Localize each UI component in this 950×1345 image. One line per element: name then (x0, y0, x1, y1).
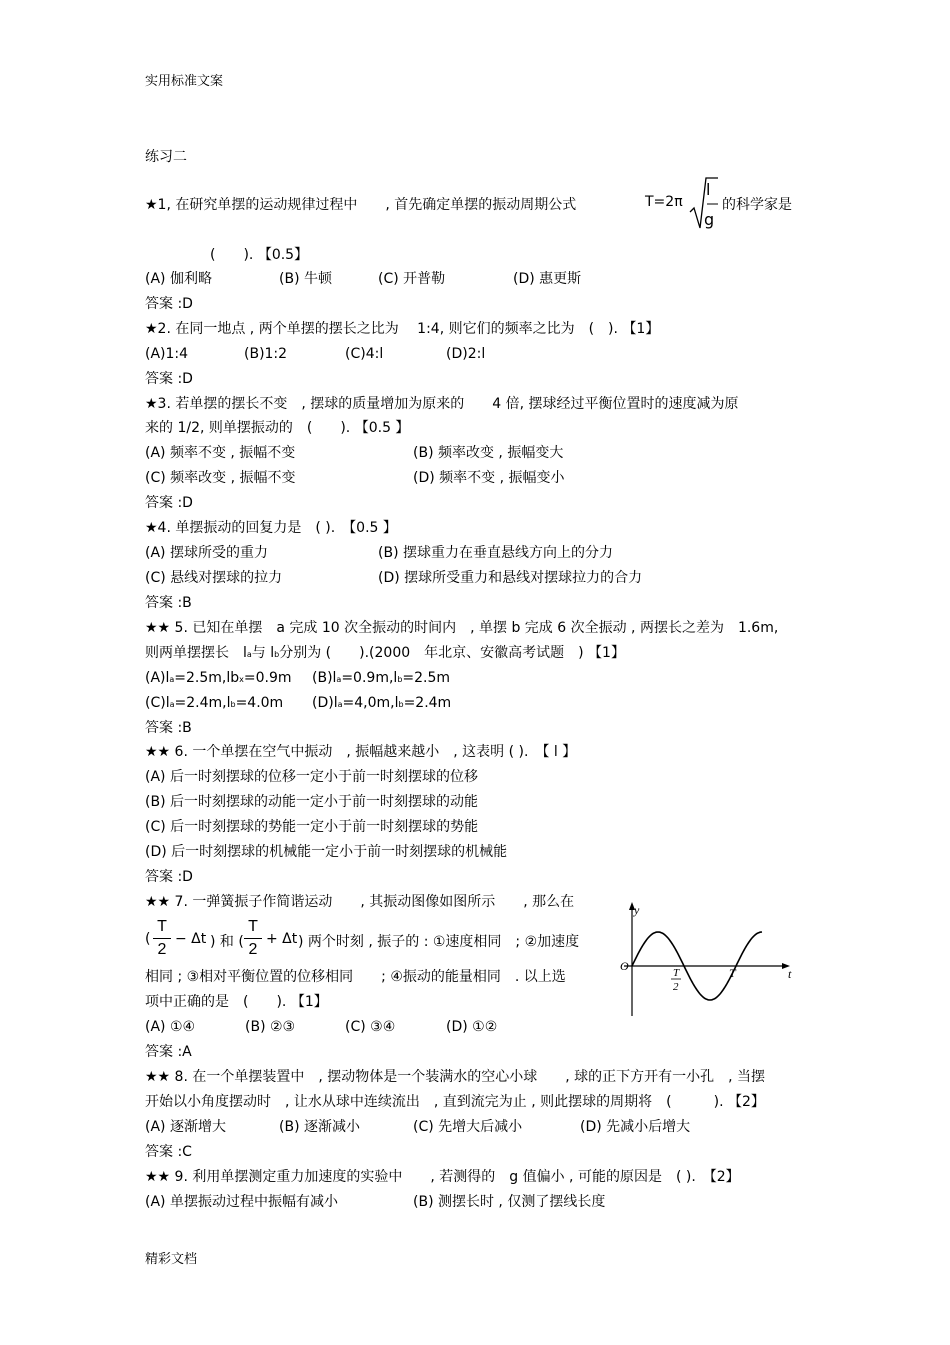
q5-stem-line1: ★★ 5. 已知在单摆 a 完成 10 次全振动的时间内 , 单摆 b 完成 6 次全振动 , 两摆长之差为 1.6m, (145, 620, 779, 636)
q1-stem: ★1, 在研究单摆的运动规律过程中 , 首先确定单摆的振动周期公式 (145, 197, 577, 213)
q1-stem-tail: 的科学家是 (722, 197, 792, 213)
q3-answer: 答案 :D (145, 495, 193, 511)
q8-option-c: (C) 先增大后减小 (413, 1119, 523, 1135)
q7-stem-line3: 相同 ; ③相对平衡位置的位移相同 ; ④振动的能量相同 . 以上选 (145, 969, 566, 985)
q2-stem: ★2. 在同一地点 , 两个单摆的摆长之比为 1:4, 则它们的频率之比为 ( ). 【1】 (145, 321, 660, 337)
q1-option-d: (D) 惠更斯 (513, 271, 582, 287)
q3-stem-line1: ★3. 若单摆的摆长不变 , 摆球的质量增加为原来的 4 倍, 摆球经过平衡位置时的速度减为原 (145, 396, 739, 412)
q7-option-b: (B) ②③ (245, 1019, 296, 1035)
q1-answer: 答案 :D (145, 296, 193, 312)
t-axis-label: t (788, 967, 792, 981)
q7-fraction-2: T 2 (244, 918, 262, 959)
q8-option-b: (B) 逐渐减小 (279, 1119, 360, 1135)
q7-fraction-1: T 2 (153, 918, 171, 959)
q3-option-a: (A) 频率不变 , 振幅不变 (145, 445, 296, 461)
q7-plus-dt: + Δt (266, 931, 298, 947)
q7-paren-open: ( (145, 931, 151, 947)
q5-option-d: (D)la=4,0m,lb=2.4m (312, 695, 452, 711)
q1-option-a: (A) 伽利略 (145, 271, 212, 287)
vibration-graph (612, 898, 802, 1018)
q7-stem-line2: ) 两个时刻 , 振子的 : ①速度相同 ; ②加速度 (298, 934, 580, 950)
q9-stem: ★★ 9. 利用单摆测定重力加速度的实验中 , 若测得的 g 值偏小 , 可能的原因是 ( ). 【2】 (145, 1169, 740, 1185)
origin-label: O (620, 959, 629, 973)
q5-option-b: (B)la=0.9m,lb=2.5m (312, 670, 451, 686)
q6-stem: ★★ 6. 一个单摆在空气中振动 , 振幅越来越小 , 这表明 ( ). 【 l 】 (145, 744, 577, 760)
q8-option-a: (A) 逐渐增大 (145, 1119, 226, 1135)
q5-stem-line2: 则两单摆摆长 la与 lb分别为 ( ).(2000 年北京、安徽高考试题 ) 【1】 (145, 645, 625, 661)
q1-formula-numerator: l (706, 180, 711, 199)
q3-option-d: (D) 频率不变 , 振幅变小 (413, 470, 565, 486)
q1-formula-denominator: g (704, 210, 715, 229)
q2-option-a: (A)1:4 (145, 346, 189, 362)
q9-option-b: (B) 测摆长时 , 仅测了摆线长度 (413, 1194, 606, 1210)
q4-stem: ★4. 单摆振动的回复力是 ( ). 【0.5 】 (145, 520, 397, 536)
q1-paren: ( ). 【0.5】 (210, 247, 309, 263)
q9-option-a: (A) 单摆振动过程中振幅有减小 (145, 1194, 338, 1210)
q7-option-a: (A) ①④ (145, 1019, 196, 1035)
period-label: T (729, 966, 736, 980)
y-axis-label: y (634, 903, 640, 917)
half-period-numerator: T (673, 967, 680, 979)
page-header: 实用标准文案 (145, 74, 224, 89)
q6-answer: 答案 :D (145, 869, 193, 885)
q7-minus-dt: − Δt (175, 931, 207, 947)
q2-option-c: (C)4:l (345, 346, 384, 362)
q5-option-a: (A)la=2.5m,lbx=0.9m (145, 670, 292, 686)
q1-formula-prefix: T=2π (645, 194, 683, 210)
q6-option-a: (A) 后一时刻摆球的位移一定小于前一时刻摆球的位移 (145, 769, 478, 785)
q7-option-d: (D) ①② (446, 1019, 498, 1035)
section-title: 练习二 (145, 149, 187, 165)
q7-stem-line1: ★★ 7. 一弹簧振子作简谐运动 , 其振动图像如图所示 , 那么在 (145, 894, 575, 910)
q3-option-c: (C) 频率改变 , 振幅不变 (145, 470, 296, 486)
q4-answer: 答案 :B (145, 595, 192, 611)
page-footer: 精彩文档 (145, 1252, 198, 1267)
q4-option-b: (B) 摆球重力在垂直悬线方向上的分力 (378, 545, 613, 561)
q4-option-a: (A) 摆球所受的重力 (145, 545, 268, 561)
q4-option-d: (D) 摆球所受重力和悬线对摆球拉力的合力 (378, 570, 643, 586)
q2-option-d: (D)2:l (446, 346, 486, 362)
q5-answer: 答案 :B (145, 720, 192, 736)
q1-option-b: (B) 牛顿 (279, 271, 332, 287)
q8-answer: 答案 :C (145, 1144, 192, 1160)
q3-stem-line2: 来的 1/2, 则单摆振动的 ( ). 【0.5 】 (145, 420, 410, 436)
q7-option-c: (C) ③④ (345, 1019, 396, 1035)
q4-option-c: (C) 悬线对摆球的拉力 (145, 570, 283, 586)
q2-option-b: (B)1:2 (244, 346, 288, 362)
q3-option-b: (B) 频率改变 , 振幅变大 (413, 445, 564, 461)
q7-mid-text: ) 和 ( (210, 934, 244, 950)
q6-option-d: (D) 后一时刻摆球的机械能一定小于前一时刻摆球的机械能 (145, 844, 508, 860)
q8-stem-line1: ★★ 8. 在一个单摆装置中 , 摆动物体是一个装满水的空心小球 , 球的正下方开有一小孔 , 当摆 (145, 1069, 766, 1085)
q6-option-b: (B) 后一时刻摆球的动能一定小于前一时刻摆球的动能 (145, 794, 478, 810)
q8-stem-line2: 开始以小角度摆动时 , 让水从球中连续流出 , 直到流完为止 , 则此摆球的周期将 ( ). 【2】 (145, 1094, 765, 1110)
q6-option-c: (C) 后一时刻摆球的势能一定小于前一时刻摆球的势能 (145, 819, 479, 835)
half-period-denominator: 2 (673, 981, 679, 993)
q1-option-c: (C) 开普勒 (378, 271, 446, 287)
q5-option-c: (C)la=2.4m,lb=4.0m (145, 695, 284, 711)
q7-answer: 答案 :A (145, 1044, 192, 1060)
q2-answer: 答案 :D (145, 371, 193, 387)
q8-option-d: (D) 先减小后增大 (580, 1119, 691, 1135)
q7-stem-line4: 项中正确的是 ( ). 【1】 (145, 994, 328, 1010)
